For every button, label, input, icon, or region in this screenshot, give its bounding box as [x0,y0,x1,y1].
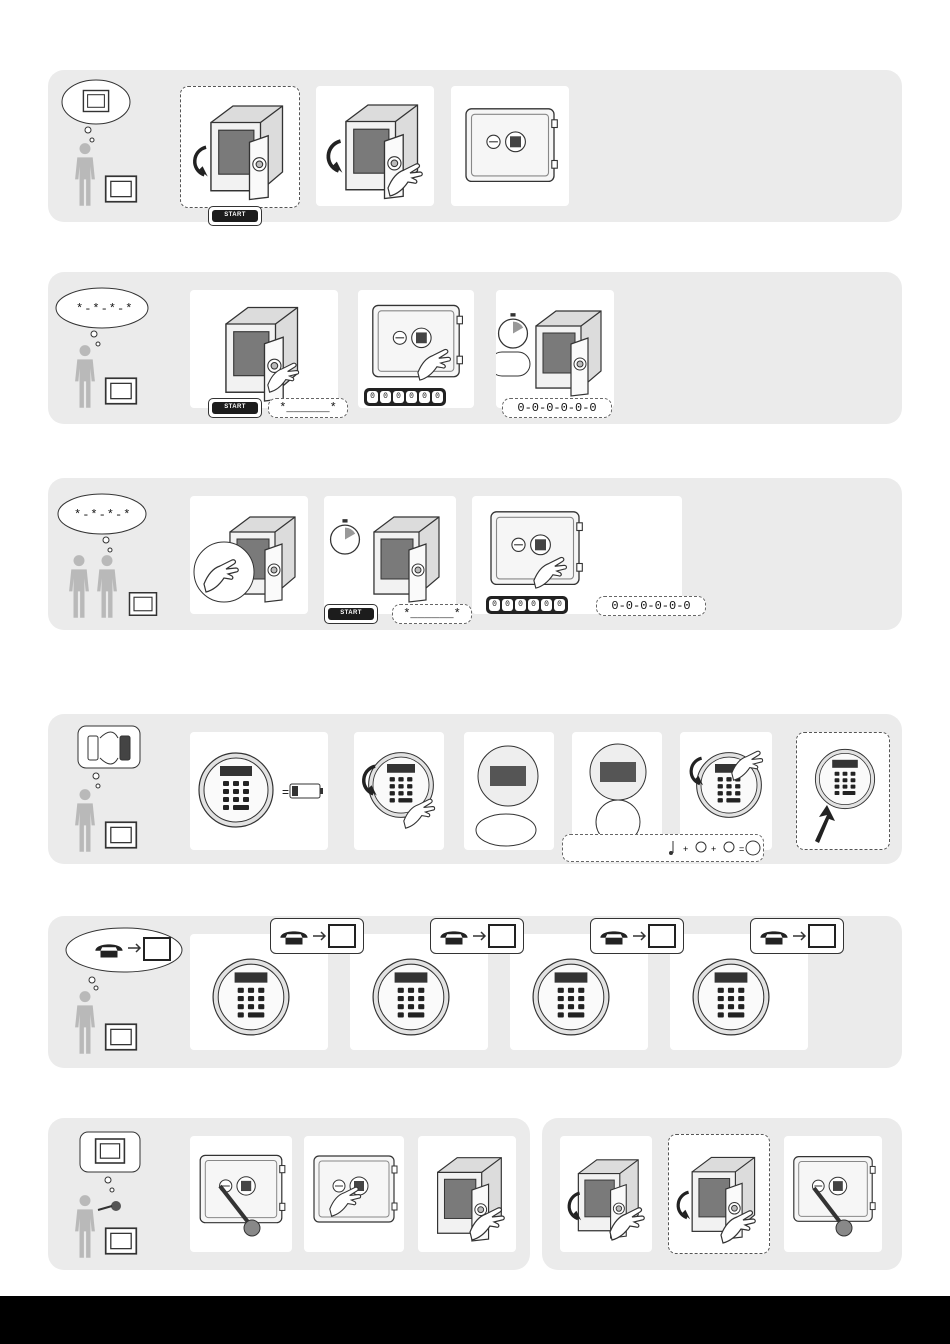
person-icon [74,142,96,208]
step-card-close-door [560,1136,652,1252]
safe-icon [104,376,138,406]
section-panel-1 [48,70,902,222]
step-card-refit-cover [680,732,772,850]
zero-code-field: 0-0-0-0-0-0 [502,398,612,418]
pin-code-thought: *-*-*-* [74,508,132,522]
person-icon [74,990,96,1056]
section-panel-battery [48,714,902,864]
safe-icon [104,1226,138,1256]
step-card-battery-out [464,732,554,850]
start-button-label: START [208,398,262,418]
pin-code-thought: *-*-*-* [76,302,134,316]
thought-bubble [78,1130,144,1196]
step-card-close-door [316,86,434,206]
section-panel-3 [48,478,902,630]
svg-text:=: = [282,785,290,799]
phone-callout [590,918,684,954]
step-card-insert-key [190,1136,292,1252]
step-card-lock-turn [451,86,569,206]
step-card-open-door [418,1136,516,1252]
svg-text:+: + [711,844,717,854]
beep-light-indicator [562,834,764,862]
key-icon [96,1198,122,1218]
step-card-press-start [324,496,456,614]
section-panel-key-close [542,1118,902,1270]
start-button-label: START [208,206,262,226]
thought-bubble [62,924,188,994]
person-icon [74,344,96,410]
step-card-locked-door [668,1134,770,1254]
step-card-remove-key [784,1136,882,1252]
step-card-open-door [180,86,300,208]
section-panel-2 [48,272,902,424]
battery-icon [88,736,98,760]
code-entry-field: *______* [392,604,472,624]
step-card-press-start [190,290,338,408]
section-panel-key-open [48,1118,530,1270]
safe-icon [104,820,138,850]
safe-icon [104,174,138,204]
step-card-low-battery [190,732,328,850]
stopwatch-icon [331,519,360,554]
digit-display: 0 0 0 0 0 0 [364,388,446,406]
safe-icon [83,91,108,112]
thought-bubble [76,724,144,794]
footer-bar [0,1296,950,1344]
stopwatch-icon [499,313,528,348]
phone-callout [430,918,524,954]
keypad-icon [199,753,273,827]
step-card-timer [496,290,614,408]
thought-bubble [58,78,134,148]
step-card-turn-key [304,1136,404,1252]
zero-code-field: 0-0-0-0-0-0 [596,596,706,616]
thought-bubble [54,492,154,558]
svg-text:+: + [683,844,689,854]
step-card-press-cover [796,732,890,850]
safe-icon [104,1022,138,1052]
safe-icon [128,590,158,618]
person-icon [96,554,118,620]
phone-callout [750,918,844,954]
person-icon [74,788,96,854]
code-entry-field: *______* [268,398,348,418]
step-card-remove-cover [354,732,444,850]
phone-callout [270,918,364,954]
section-panel-service [48,916,902,1068]
thought-bubble [54,286,154,352]
person-icon [68,554,90,620]
start-button-label: START [324,604,378,624]
person-icon [74,1194,96,1260]
digit-display: 0 0 0 0 0 0 [486,596,568,614]
step-card-battery-in [572,732,662,842]
svg-text:=: = [739,844,745,854]
step-card-timer [190,496,308,614]
